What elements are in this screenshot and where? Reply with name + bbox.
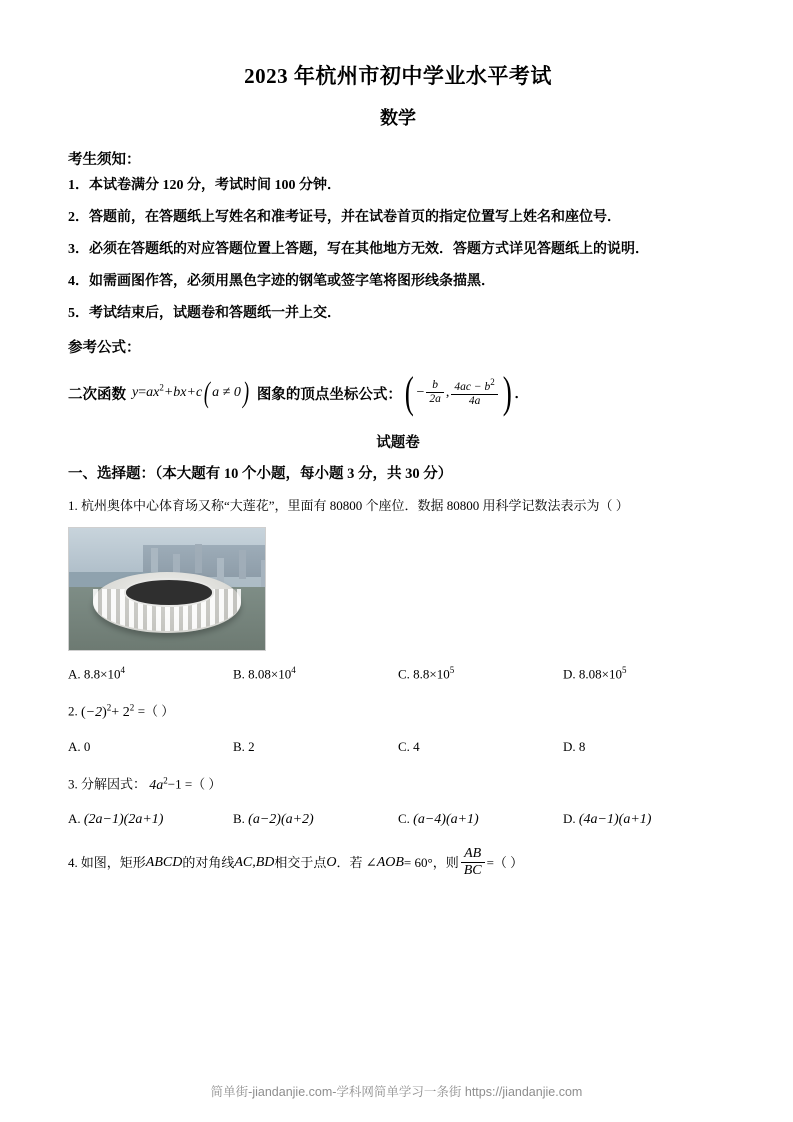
question-3-prefix: 分解因式： (81, 776, 147, 792)
question-4-text-4: ．若 ∠ (336, 854, 377, 870)
page-content (68, 60, 728, 890)
question-4-text-3: 相交于点 (274, 854, 327, 870)
question-2-expression: $(-2)^2+ 2^2$ (81, 702, 135, 721)
choice-2-b[interactable]: B. 2 (233, 738, 255, 754)
formula-expression: $y=ax^2+bx+c$ ( a ≠ 0 ) (132, 376, 249, 409)
notice-item-4: 4．如需画图作答，必须用黑色字迹的钢笔或签字笔将图形线条描黑． (68, 274, 495, 289)
question-1 (68, 495, 728, 517)
subject-title: 数学 (380, 108, 416, 128)
choice-2-d[interactable]: D. 8 (563, 738, 586, 754)
question-1-text: 杭州奥体中心体育场又称“大莲花”，里面有 80800 个座位．数据 80800 用科学记数法表示为（ ） (81, 498, 629, 513)
question-1-number: 1. (68, 498, 78, 513)
question-2 (68, 700, 728, 724)
notice-heading: 考生须知： (68, 152, 141, 168)
question-4-text-6: =（ ） (486, 854, 524, 870)
choice-2-a[interactable]: A. 0 (68, 738, 91, 754)
choice-3-c[interactable]: C. (a−4)(a+1) (398, 811, 479, 828)
stadium-photo (68, 527, 266, 651)
choice-3-a[interactable]: A. (2a−1)(2a+1) (68, 811, 164, 828)
formula-label: 二次函数 (68, 386, 126, 403)
choice-3-b[interactable]: B. (a−2)(a+2) (233, 811, 314, 828)
question-4-number: 4. (68, 854, 78, 870)
question-2-equals: =（ ） (137, 704, 175, 720)
question-3 (68, 773, 728, 797)
photo-stadium-roof-opening (124, 578, 214, 606)
page-title: 2023 年杭州市初中学业水平考试 (244, 64, 552, 88)
formula-condition: ( a ≠ 0 ) (204, 376, 249, 409)
question-3-expression: $4a^2$ (149, 774, 168, 793)
notice-item-3: 3．必须在答题纸的对应答题位置上答题，写在其他地方无效．答题方式详见答题纸上的说明． (68, 242, 649, 257)
notice-item-5: 5．考试结束后，试题卷和答题纸一并上交． (68, 306, 341, 321)
choice-1-b[interactable]: B. $8.08\times 10^4$ (233, 665, 296, 682)
question-3-choices (68, 811, 728, 828)
question-2-number: 2. (68, 704, 78, 720)
quadratic-formula (68, 369, 728, 417)
question-3-rest: −1 =（ ） (167, 776, 222, 792)
question-4-text-5: = 60°，则 (403, 854, 459, 870)
question-4-text-1: 如图，矩形 (80, 854, 146, 870)
question-4-point-o: O (326, 855, 337, 871)
choice-3-d[interactable]: D. (4a−1)(a+1) (563, 811, 652, 828)
question-4-ratio: $\frac{AB}{BC}$ (461, 846, 485, 879)
question-4-rect-label: ABCD (145, 855, 183, 871)
choice-1-d[interactable]: D. $8.08\times 10^5$ (563, 665, 627, 682)
question-2-choices (68, 739, 728, 755)
notice-item-2: 2．答题前，在答题纸上写姓名和准考证号，并在试卷首页的指定位置写上姓名和座位号． (68, 210, 621, 225)
vertex-coordinates: ( − $\frac{b}{2a}$ , $\frac{4ac - b^2}{4a}$ ) (404, 368, 512, 417)
choice-1-c[interactable]: C. $8.8\times 10^5$ (398, 665, 455, 682)
question-1-choices (68, 665, 728, 682)
notice-item-1: 1．本试卷满分 120 分，考试时间 100 分钟． (68, 178, 341, 193)
question-4 (68, 846, 728, 879)
question-4-text-2: 的对角线 (182, 854, 235, 870)
formula-middle-text: 图象的顶点坐标公式： (256, 386, 402, 403)
formula-period: ． (514, 387, 529, 402)
formula-heading: 参考公式： (68, 340, 141, 356)
footer-watermark: 简单街-jiandanjie.com-学科网简单学习一条街 https://jiandanjie.com (210, 1085, 583, 1099)
choice-1-a[interactable]: A. $8.8\times 10^4$ (68, 665, 125, 682)
question-4-angle-aob: AOB (376, 855, 404, 871)
choice-2-c[interactable]: C. 4 (398, 738, 420, 754)
question-3-number: 3. (68, 776, 78, 792)
exam-paper-label: 试题卷 (376, 435, 420, 451)
section-heading: 一、选择题：（本大题有 10 个小题，每小题 3 分，共 30 分） (68, 466, 453, 482)
question-4-diagonals: AC,BD (234, 855, 275, 871)
